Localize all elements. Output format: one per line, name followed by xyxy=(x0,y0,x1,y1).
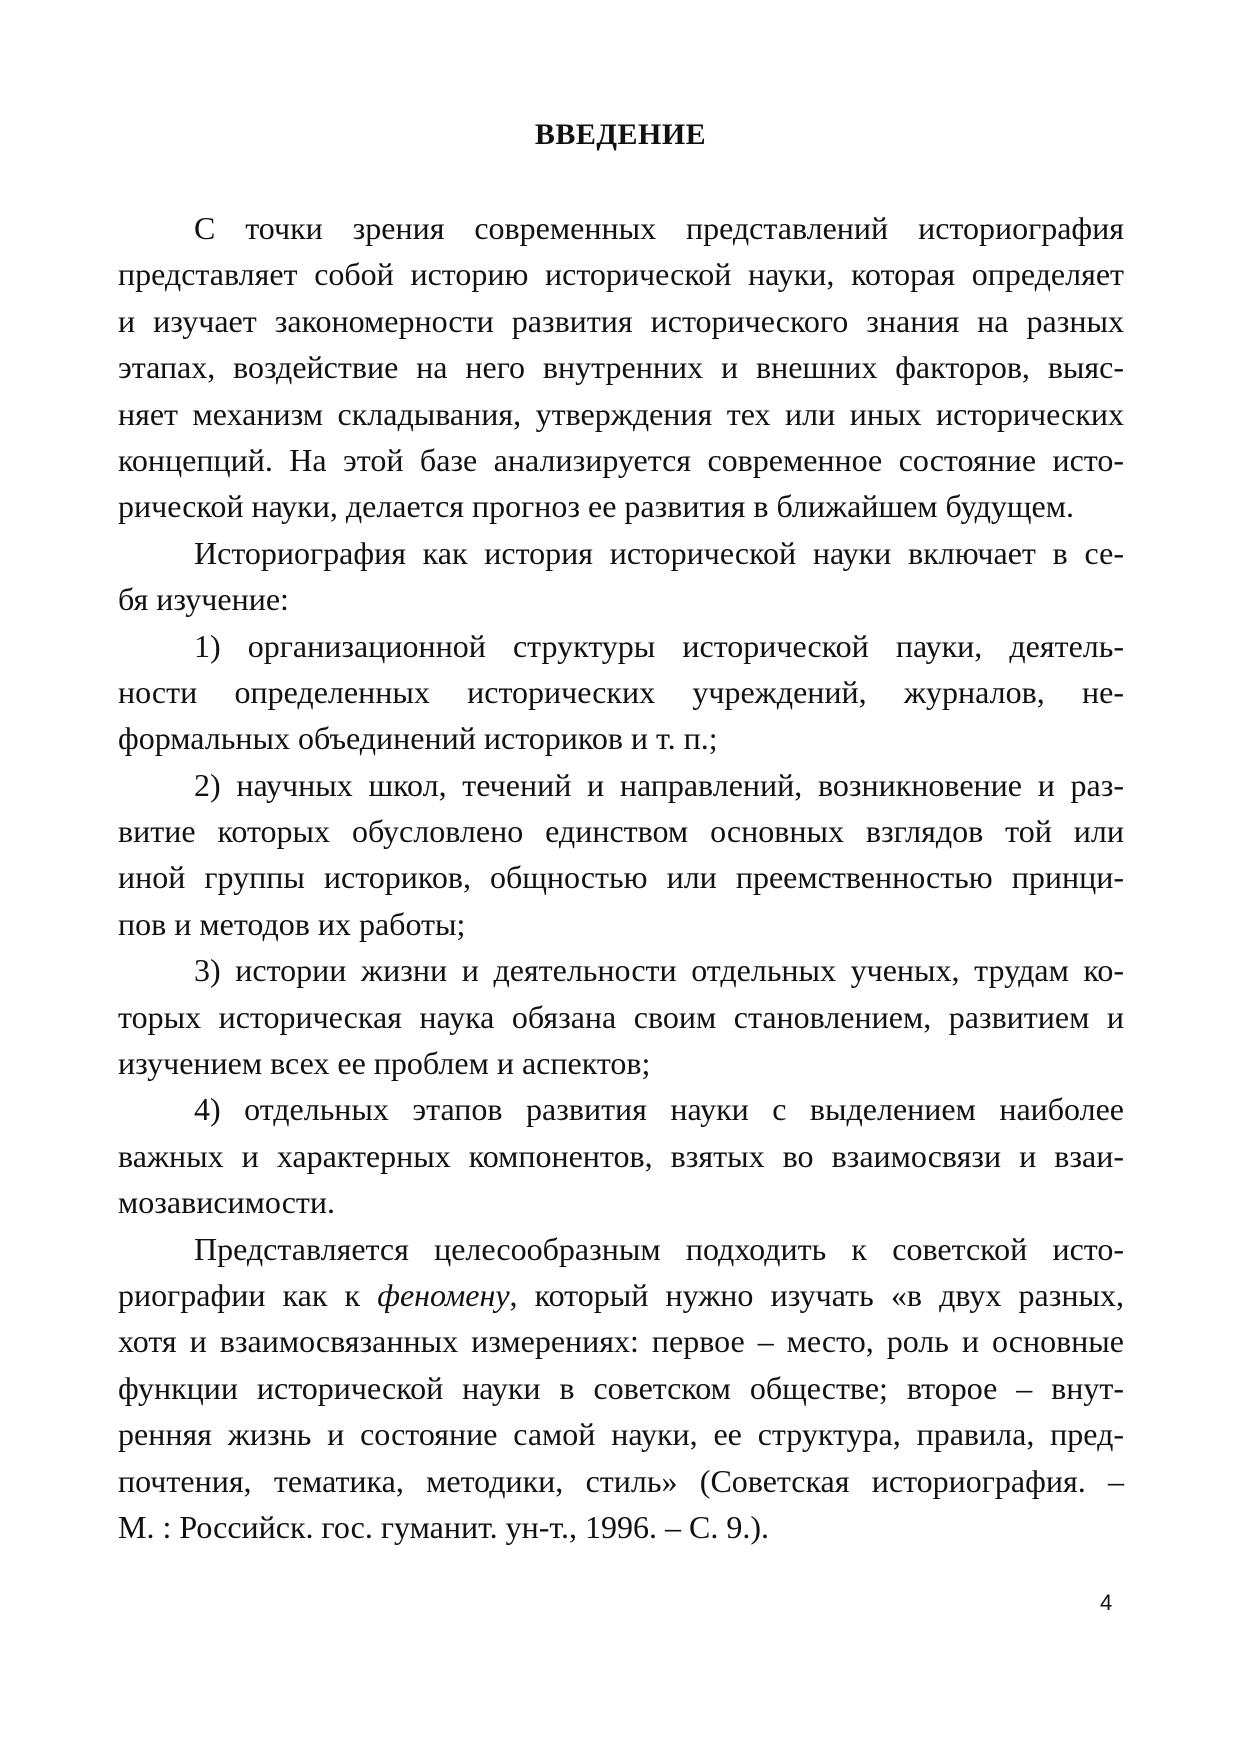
text-line: бя изучение: xyxy=(118,581,289,618)
text-line: торых историческая наука обязана своим становлением, развитием и xyxy=(118,998,1124,1035)
list-item-2: 2) научных школ, течений и направлений, возникновение и раз- xyxy=(194,766,1124,803)
page-title: ВВЕДЕНИЕ xyxy=(534,118,707,151)
text-line: изучением всех ее проблем и аспектов; xyxy=(118,1045,651,1082)
list-item-4: 4) отдельных этапов развития науки с выделением наиболее xyxy=(194,1091,1124,1128)
text-line: мозависимости. xyxy=(118,1184,336,1221)
text-line: витие которых обусловлено единством основных взглядов той или xyxy=(118,813,1124,850)
emphasized-term: феномену xyxy=(377,1276,510,1313)
page-number: 4 xyxy=(1100,1590,1113,1615)
text-line: формальных объединений историков и т. п.; xyxy=(118,720,718,757)
text-line: функции исторической науки в советском обществе; второе – внут- xyxy=(118,1369,1124,1406)
text-line: М. : Российск. гос. гуманит. ун-т., 1996. – С. 9.). xyxy=(118,1508,769,1545)
list-item-3: 3) истории жизни и деятельности отдельных ученых, трудам ко- xyxy=(194,952,1124,989)
text-line: важных и характерных компонентов, взятых во взаимосвязи и взаи- xyxy=(118,1137,1124,1174)
text-line-with-emphasis xyxy=(118,1272,1124,1318)
text-line: и изучает закономерности развития исторического знания на разных xyxy=(118,302,1124,339)
text-line: ренняя жизнь и состояние самой науки, ее структура, правила, пред- xyxy=(118,1416,1124,1453)
text-line: ности определенных исторических учреждений, журналов, не- xyxy=(118,673,1124,710)
text-segment: , который нужно изучать «в двух разных, xyxy=(509,1276,1125,1313)
text-line: Представляется целесообразным подходить к советской исто- xyxy=(194,1230,1124,1267)
text-line: рической науки, делается прогноз ее развития в ближайшем будущем. xyxy=(118,488,1074,525)
text-line: няет механизм складывания, утверждения тех или иных исторических xyxy=(118,395,1124,432)
list-item-1: 1) организационной структуры исторической пауки, деятель- xyxy=(194,627,1124,664)
text-line: представляет собой историю исторической науки, которая определяет xyxy=(118,256,1124,293)
text-line: хотя и взаимосвязанных измерениях: первое – место, роль и основные xyxy=(118,1323,1124,1360)
text-line: этапах, воздействие на него внутренних и внешних факторов, выяс- xyxy=(118,349,1124,386)
text-line: концепций. На этой базе анализируется современное состояние исто- xyxy=(118,441,1124,478)
text-segment: риографии как к xyxy=(118,1276,378,1313)
text-line: пов и методов их работы; xyxy=(118,905,466,942)
body-text xyxy=(118,205,1124,1550)
text-line: почтения, тематика, методики, стиль» (Советская историография. – xyxy=(118,1462,1124,1499)
text-line: иной группы историков, общностью или преемственностью принци- xyxy=(118,859,1124,896)
text-line: Историография как история исторической науки включает в се- xyxy=(194,534,1124,571)
text-line: С точки зрения современных представлений историография xyxy=(194,210,1124,246)
